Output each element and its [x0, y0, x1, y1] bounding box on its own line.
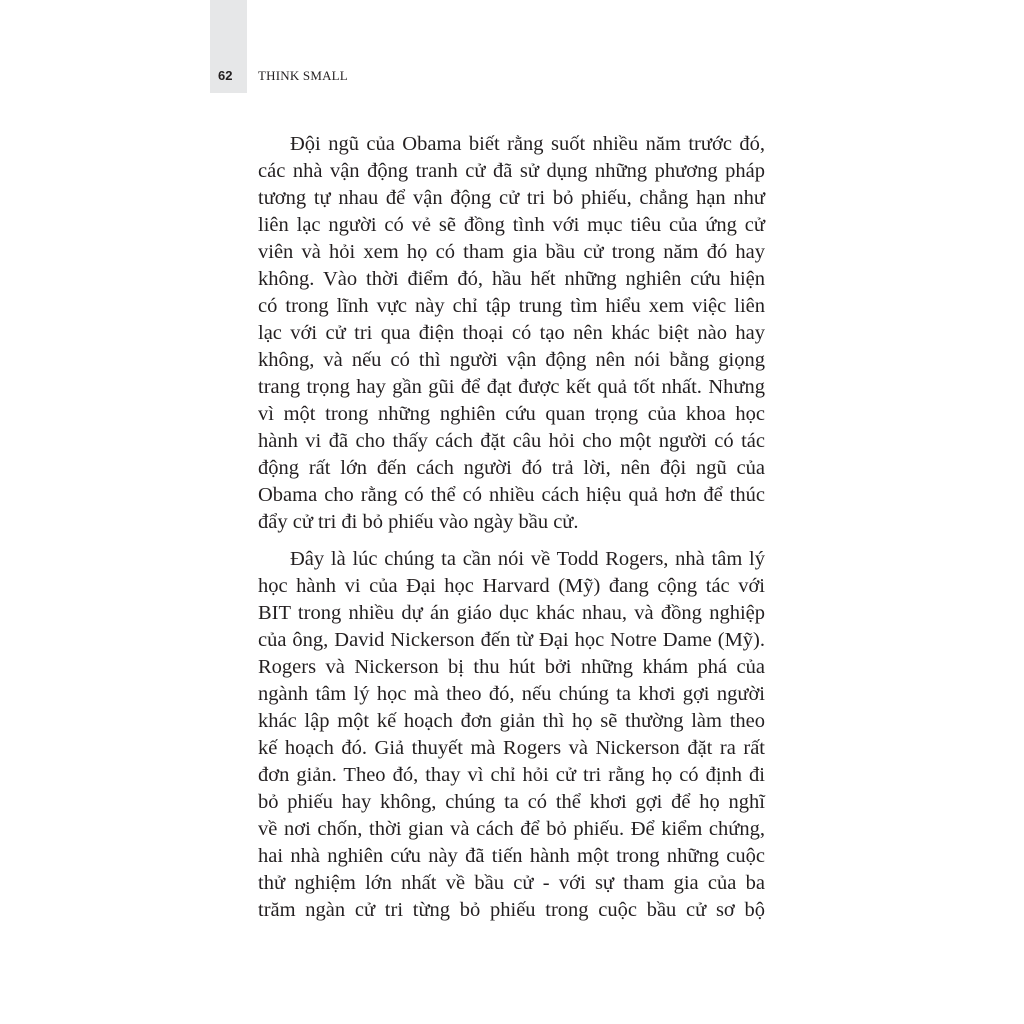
- text-line: bỏ phiếu hay không, chúng ta có thể khơi gợi để họ nghĩ: [258, 791, 765, 813]
- text-line: vì một trong những nghiên cứu quan trọng của khoa học: [258, 403, 765, 425]
- text-line: Đây là lúc chúng ta cần nói về Todd Rogers, nhà tâm lý: [290, 548, 765, 570]
- text-line: không. Vào thời điểm đó, hầu hết những nghiên cứu hiện: [258, 268, 765, 290]
- text-line: Rogers và Nickerson bị thu hút bởi những khám phá của: [258, 656, 765, 678]
- text-line: trăm ngàn cử tri từng bỏ phiếu trong cuộc bầu cử sơ bộ: [258, 899, 765, 921]
- text-line: của ông, David Nickerson đến từ Đại học Notre Dame (Mỹ).: [258, 629, 765, 651]
- page-number: 62: [218, 68, 233, 83]
- paragraph: [258, 546, 765, 924]
- text-line: ngành tâm lý học mà theo đó, nếu chúng ta khơi gợi người: [258, 683, 765, 705]
- text-line: các nhà vận động tranh cử đã sử dụng những phương pháp: [258, 160, 765, 182]
- text-line: Đội ngũ của Obama biết rằng suốt nhiều năm trước đó,: [290, 133, 765, 155]
- body-text: [258, 131, 765, 924]
- text-line: liên lạc người có vẻ sẽ đồng tình với mục tiêu của ứng cử: [258, 214, 765, 236]
- text-line: tương tự nhau để vận động cử tri bỏ phiếu, chẳng hạn như: [258, 187, 765, 209]
- paragraph: [258, 131, 765, 536]
- text-line: BIT trong nhiều dự án giáo dục khác nhau, và đồng nghiệp: [258, 602, 765, 624]
- text-line: trang trọng hay gần gũi để đạt được kết quả tốt nhất. Nhưng: [258, 376, 765, 398]
- text-line: đơn giản. Theo đó, thay vì chỉ hỏi cử tri rằng họ có định đi: [258, 764, 765, 786]
- text-line: đẩy cử tri đi bỏ phiếu vào ngày bầu cử.: [258, 511, 579, 533]
- text-line: động rất lớn đến cách người đó trả lời, nên đội ngũ của: [258, 457, 765, 479]
- text-line: không, và nếu có thì người vận động nên nói bằng giọng: [258, 349, 765, 371]
- text-line: kế hoạch đó. Giả thuyết mà Rogers và Nickerson đặt ra rất: [258, 737, 765, 759]
- text-line: viên và hỏi xem họ có tham gia bầu cử trong năm đó hay: [258, 241, 765, 263]
- running-title: THINK SMALL: [258, 68, 348, 83]
- text-line: khác lập một kế hoạch đơn giản thì họ sẽ thường làm theo: [258, 710, 765, 732]
- text-line: về nơi chốn, thời gian và cách để bỏ phiếu. Để kiểm chứng,: [258, 818, 765, 840]
- text-line: lạc với cử tri qua điện thoại có tạo nên khác biệt nào hay: [258, 322, 765, 344]
- text-line: hai nhà nghiên cứu này đã tiến hành một trong những cuộc: [258, 845, 765, 867]
- text-line: học hành vi của Đại học Harvard (Mỹ) đang cộng tác với: [258, 575, 765, 597]
- text-line: thử nghiệm lớn nhất về bầu cử - với sự tham gia của ba: [258, 872, 765, 894]
- text-line: Obama cho rằng có thể có nhiều cách hiệu quả hơn để thúc: [258, 484, 765, 506]
- text-line: có trong lĩnh vực này chỉ tập trung tìm hiểu xem việc liên: [258, 295, 765, 317]
- text-line: hành vi đã cho thấy cách đặt câu hỏi cho một người có tác: [258, 430, 765, 452]
